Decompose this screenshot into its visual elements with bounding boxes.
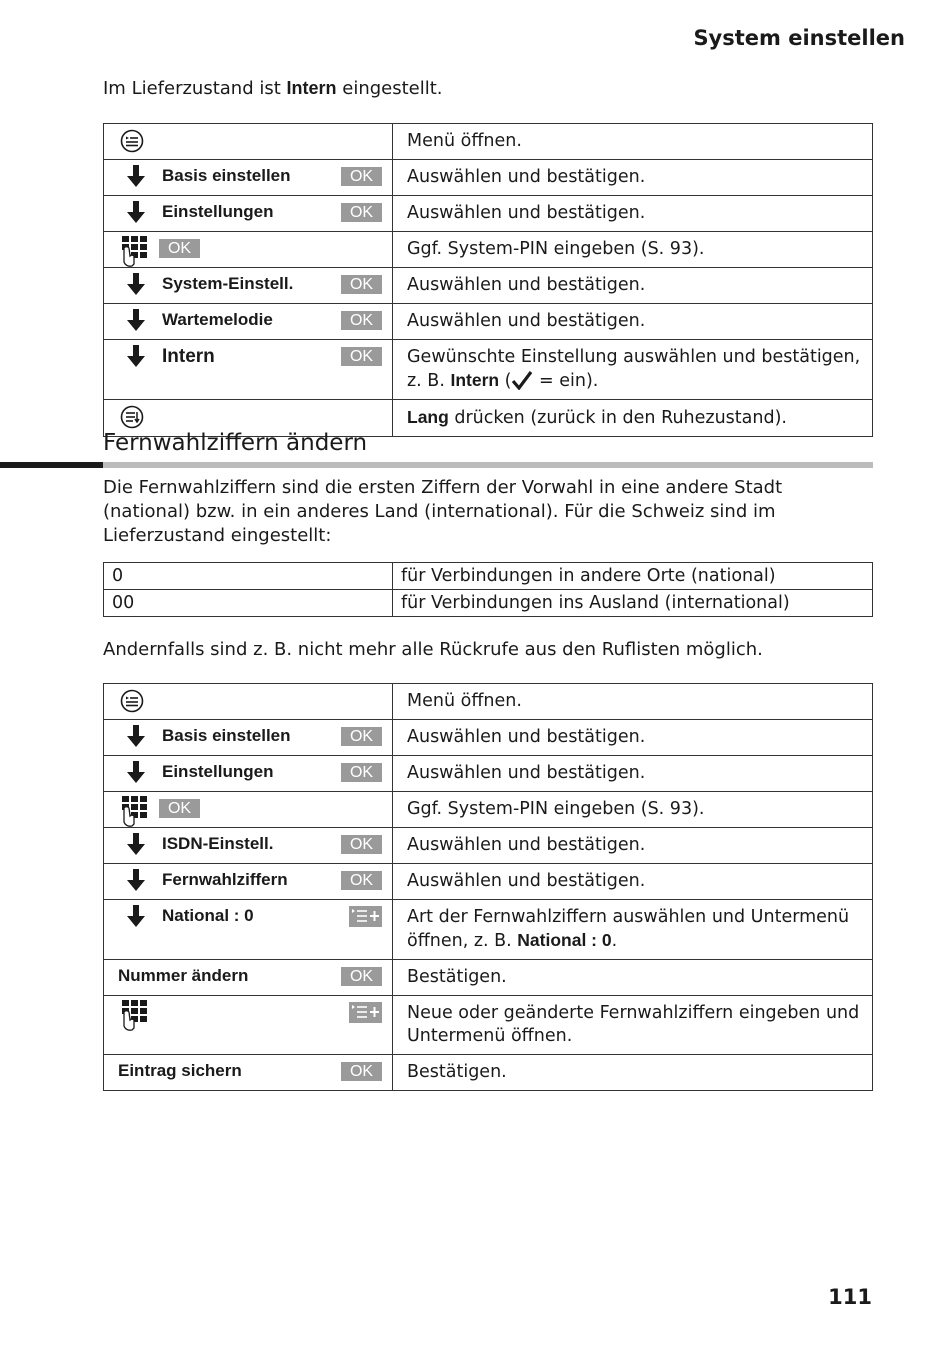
menu-entry-label: System-Einstell.	[162, 274, 294, 293]
arrow-down-icon	[126, 344, 146, 368]
step-desc: Auswählen und bestätigen.	[393, 828, 873, 864]
step-desc: Ggf. System-PIN eingeben (S. 93).	[393, 232, 873, 268]
code-desc-cell: für Verbindungen in andere Orte (national)	[393, 563, 873, 590]
code-cell: 0	[104, 563, 393, 590]
ok-button[interactable]: OK	[341, 275, 382, 294]
section-divider	[0, 462, 103, 468]
ok-button[interactable]: OK	[159, 799, 200, 818]
table-row	[104, 590, 873, 617]
step-desc: Bestätigen.	[393, 960, 873, 996]
section-divider-gray	[103, 462, 873, 468]
section-paragraph: Die Fernwahlziffern sind die ersten Ziffern der Vorwahl in eine andere Stadt (national) bzw. in ein anderes Land (international). Für die Schweiz sind im Lieferzustand eingestellt:	[103, 477, 783, 546]
arrow-down-icon	[126, 832, 146, 856]
keypad-icon	[120, 794, 154, 828]
steps-table-system	[103, 123, 873, 437]
step-desc: Auswählen und bestätigen.	[393, 720, 873, 756]
step-desc: Neue oder geänderte Fernwahlziffern eingeben und Untermenü öffnen.	[393, 996, 873, 1055]
arrow-down-icon	[126, 724, 146, 748]
submenu-key-icon[interactable]	[349, 1002, 382, 1023]
step-desc: Menü öffnen.	[393, 684, 873, 720]
step-desc: Lang drücken (zurück in den Ruhezustand).	[393, 400, 873, 437]
arrow-down-icon	[126, 904, 146, 928]
step-desc: Ggf. System-PIN eingeben (S. 93).	[393, 792, 873, 828]
step-desc: Auswählen und bestätigen.	[393, 864, 873, 900]
ok-button[interactable]: OK	[341, 311, 382, 330]
ok-button[interactable]: OK	[341, 1062, 382, 1081]
menu-entry-label: Einstellungen	[162, 202, 274, 221]
menu-entry-label: Fernwahlziffern	[162, 870, 288, 889]
ok-button[interactable]: OK	[341, 967, 382, 986]
menu-key-icon	[120, 689, 144, 713]
arrow-down-icon	[126, 308, 146, 332]
step-desc: Art der Fernwahlziffern auswählen und Untermenü öffnen, z. B. National : 0.	[393, 900, 873, 960]
ok-button[interactable]: OK	[341, 203, 382, 222]
menu-entry-label: Einstellungen	[162, 762, 274, 781]
section-paragraph: Andernfalls sind z. B. nicht mehr alle Rückrufe aus den Ruflisten möglich.	[103, 639, 763, 660]
step-desc: Auswählen und bestätigen.	[393, 196, 873, 232]
page-header-title: System einstellen	[693, 26, 905, 50]
ok-button[interactable]: OK	[341, 835, 382, 854]
step-desc: Auswählen und bestätigen.	[393, 304, 873, 340]
menu-entry-label: Wartemelodie	[162, 310, 273, 329]
ok-button[interactable]: OK	[341, 167, 382, 186]
section-title: Fernwahlziffern ändern	[103, 430, 368, 456]
menu-entry-label: Basis einstellen	[162, 726, 291, 745]
arrow-down-icon	[126, 272, 146, 296]
menu-entry-label: Basis einstellen	[162, 166, 291, 185]
table-row	[104, 563, 873, 590]
arrow-down-icon	[126, 164, 146, 188]
menu-entry-label: National : 0	[162, 906, 254, 925]
menu-entry-label: Eintrag sichern	[118, 1061, 242, 1080]
ok-button[interactable]: OK	[341, 727, 382, 746]
step-desc: Auswählen und bestätigen.	[393, 160, 873, 196]
keypad-icon	[120, 998, 154, 1032]
step-desc: Menü öffnen.	[393, 124, 873, 160]
ok-button[interactable]: OK	[159, 239, 200, 258]
menu-key-icon	[120, 129, 144, 153]
menu-entry-label: Nummer ändern	[118, 966, 249, 985]
arrow-down-icon	[126, 760, 146, 784]
menu-entry-label: ISDN-Einstell.	[162, 834, 274, 853]
intro-text: Im Lieferzustand ist Intern eingestellt.	[103, 78, 443, 99]
submenu-key-icon[interactable]	[349, 906, 382, 927]
code-cell: 00	[104, 590, 393, 617]
end-call-key-icon	[120, 405, 144, 429]
arrow-down-icon	[126, 868, 146, 892]
checkmark-icon	[511, 370, 533, 390]
step-desc: Bestätigen.	[393, 1055, 873, 1091]
ok-button[interactable]: OK	[341, 347, 382, 366]
steps-table-fernwahl	[103, 683, 873, 1091]
code-desc-cell: für Verbindungen ins Ausland (international)	[393, 590, 873, 617]
menu-entry-label: Intern	[162, 346, 215, 367]
step-desc: Auswählen und bestätigen.	[393, 756, 873, 792]
arrow-down-icon	[126, 200, 146, 224]
page-number: 111	[828, 1285, 872, 1309]
ok-button[interactable]: OK	[341, 763, 382, 782]
keypad-icon	[120, 234, 154, 268]
codes-table	[103, 562, 873, 617]
step-desc: Gewünschte Einstellung auswählen und bestätigen, z. B. Intern ( = ein).	[393, 340, 873, 400]
step-desc: Auswählen und bestätigen.	[393, 268, 873, 304]
ok-button[interactable]: OK	[341, 871, 382, 890]
